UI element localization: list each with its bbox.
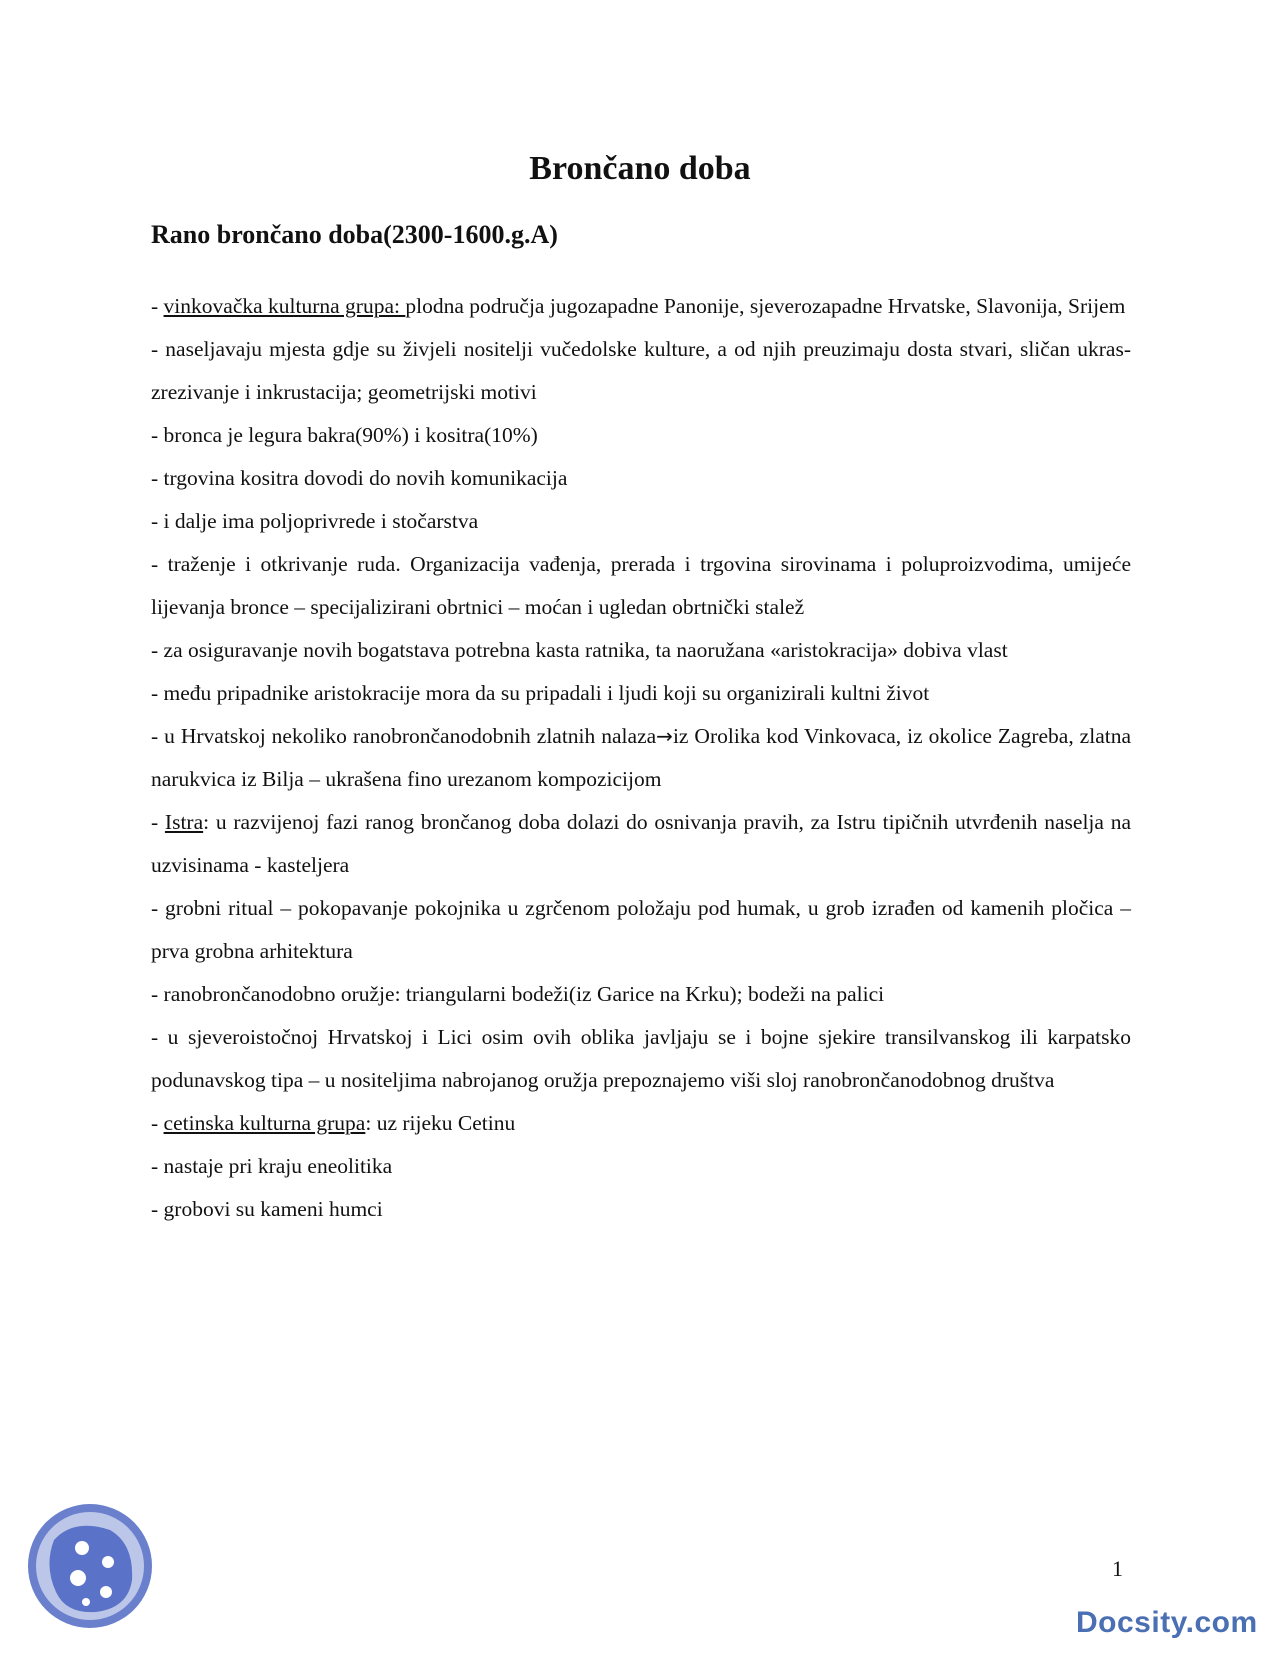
paragraph: - nastaje pri kraju eneolitika — [151, 1154, 393, 1178]
paragraph: - vinkovačka kulturna grupa: plodna područja jugozapadne Panonije, sjeverozapadne Hrvatske, Slavonija, Srijem — [151, 294, 1126, 318]
docsity-logo-icon[interactable] — [24, 1500, 156, 1632]
paragraph: - među pripadnike aristokracije mora da su pripadali i ljudi koji su organizirali kultni život — [151, 681, 930, 705]
paragraph: - cetinska kulturna grupa: uz rijeku Cetinu — [151, 1111, 516, 1135]
paragraph: - Istra: u razvijenoj fazi ranog brončanog doba dolazi do osnivanja pravih, za Istru tipičnih utvrđenih naselja na uzvisinama - kasteljera — [151, 810, 1131, 877]
page-title: Brončano doba — [529, 150, 751, 187]
paragraph: - grobni ritual – pokopavanje pokojnika u zgrčenom položaju pod humak, u grob izrađen od kamenih pločica – prva grobna arhitektura — [151, 896, 1131, 963]
paragraph: - traženje i otkrivanje ruda. Organizacija vađenja, prerada i trgovina sirovinama i poluproizvodima, umijeće lijevanja bronce – specijalizirani obrtnici – moćan i ugledan obrtnički stalež — [151, 552, 1131, 619]
paragraph: - trgovina kositra dovodi do novih komunikacija — [151, 466, 568, 490]
paragraph: - za osiguravanje novih bogatstava potrebna kasta ratnika, ta naoružana «aristokracija» dobiva vlast — [151, 638, 1008, 662]
underlined-term: cetinska kulturna grupa — [163, 1111, 366, 1135]
paragraph: - grobovi su kameni humci — [151, 1197, 383, 1221]
paragraph: - ranobrončanodobno oružje: triangularni bodeži(iz Garice na Krku); bodeži na palici — [151, 982, 885, 1006]
document-body — [151, 285, 1131, 1231]
underlined-term: vinkovačka kulturna grupa: — [163, 294, 406, 318]
page-number: 1 — [1112, 1556, 1123, 1581]
paragraph: - i dalje ima poljoprivrede i stočarstva — [151, 509, 479, 533]
paragraph: - bronca je legura bakra(90%) i kositra(10%) — [151, 423, 538, 447]
section-heading: Rano brončano doba(2300-1600.g.A) — [151, 220, 558, 249]
underlined-term: Istra — [164, 810, 204, 834]
paragraph: - u Hrvatskoj nekoliko ranobrončanodobnih zlatnih nalaza→iz Orolika kod Vinkovaca, iz okolice Zagreba, zlatna narukvica iz Bilja – ukrašena fino urezanom kompozicijom — [151, 724, 1132, 791]
brand-watermark[interactable]: Docsity.com — [1076, 1606, 1258, 1639]
arrow-icon: → — [656, 724, 673, 748]
paragraph: - u sjeveroistočnoj Hrvatskoj i Lici osim ovih oblika javljaju se i bojne sjekire transilvanskog ili karpatsko podunavskog tipa – u nositeljima nabrojanog oružja prepoznajemo viši sloj ranobrončanodobnog društva — [151, 1025, 1131, 1092]
paragraph: - naseljavaju mjesta gdje su živjeli nositelji vučedolske kulture, a od njih preuzimaju dosta stvari, sličan ukras-zrezivanje i inkrustacija; geometrijski motivi — [151, 337, 1131, 404]
